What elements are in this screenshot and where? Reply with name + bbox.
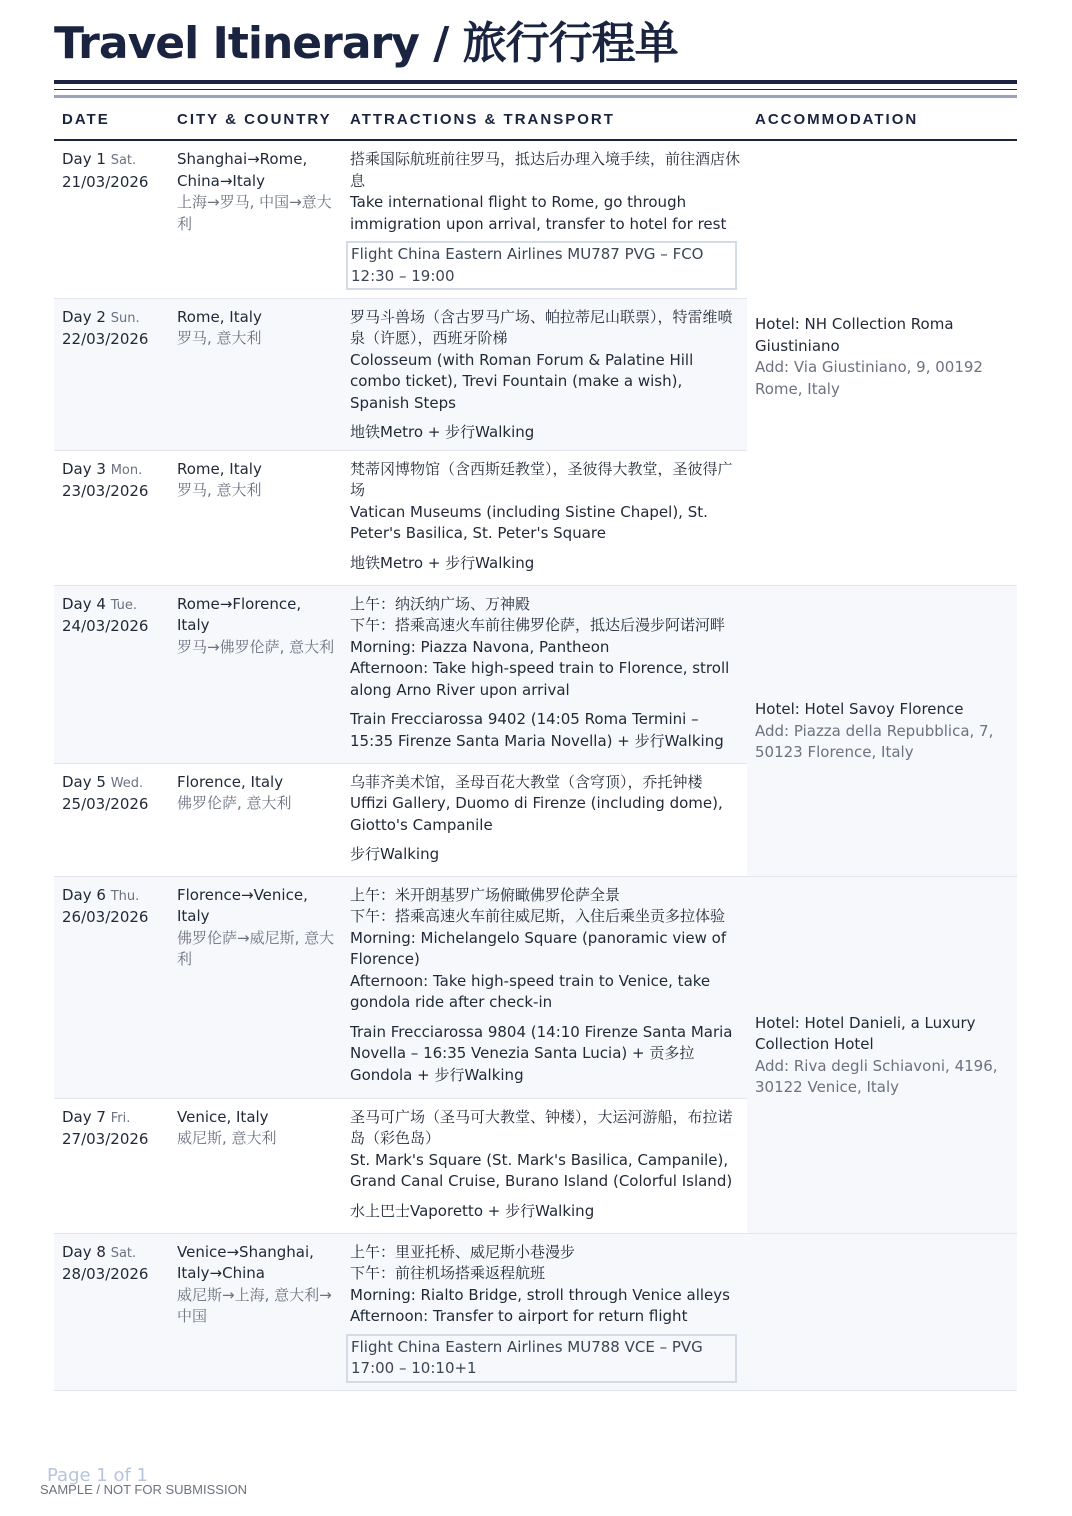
accommodation-cell xyxy=(747,585,1017,876)
attractions-en-morning: Morning: Michelangelo Square (panoramic view of Florence) xyxy=(350,928,727,968)
city-cell xyxy=(169,298,342,450)
city-cell xyxy=(169,1233,342,1390)
attractions-cell xyxy=(342,1233,747,1390)
accommodation-empty-cell xyxy=(747,1233,1017,1390)
city-zh: 上海→罗马, 中国→意大利 xyxy=(177,193,332,233)
city-zh: 佛罗伦萨, 意大利 xyxy=(177,794,292,812)
city-cell xyxy=(169,1098,342,1233)
attractions-en: St. Mark's Square (St. Mark's Basilica, Campanile), Grand Canal Cruise, Burano Island (Colorful Island) xyxy=(350,1150,733,1190)
attractions-en: Uffizi Gallery, Duomo di Firenze (including dome), Giotto's Campanile xyxy=(350,794,723,834)
train-info: Train Frecciarossa 9804 (14:10 Firenze Santa Maria Novella – 16:35 Venezia Santa Lucia) + 贡多拉Gondola + 步行Walking xyxy=(350,1022,733,1084)
weekday-label: Fri. xyxy=(110,1110,131,1126)
city-en: Venice, Italy xyxy=(177,1107,269,1126)
attractions-cell xyxy=(342,1098,747,1233)
table-row xyxy=(54,585,1017,763)
city-en: Venice→Shanghai, Italy→China xyxy=(177,1242,314,1282)
attractions-zh-afternoon: 下午：前往机场搭乘返程航班 xyxy=(350,1264,546,1282)
table-row xyxy=(54,876,1017,1098)
page-number: Page 1 of 1 xyxy=(47,1465,148,1486)
title-rule-top xyxy=(54,80,1017,84)
date-cell xyxy=(54,585,169,763)
day-label: Day 6 xyxy=(62,885,106,904)
date-cell xyxy=(54,298,169,450)
hotel-name: Hotel: NH Collection Roma Giustiniano xyxy=(755,315,954,355)
accommodation-cell xyxy=(747,876,1017,1233)
attractions-zh-morning: 上午：里亚托桥、威尼斯小巷漫步 xyxy=(350,1242,576,1261)
day-label: Day 2 xyxy=(62,307,106,326)
date-cell xyxy=(54,450,169,585)
city-en: Rome, Italy xyxy=(177,459,262,478)
weekday-label: Thu. xyxy=(110,888,140,904)
attractions-zh-afternoon: 下午：搭乘高速火车前往佛罗伦萨，抵达后漫步阿诺河畔 xyxy=(350,616,726,634)
date-value: 22/03/2026 xyxy=(62,330,149,348)
city-zh: 威尼斯, 意大利 xyxy=(177,1129,277,1147)
date-value: 25/03/2026 xyxy=(62,795,149,813)
attractions-zh: 罗马斗兽场（含古罗马广场、帕拉蒂尼山联票），特雷维喷泉（许愿），西班牙阶梯 xyxy=(350,307,733,347)
sample-notice: SAMPLE / NOT FOR SUBMISSION xyxy=(40,1482,248,1497)
city-zh: 罗马, 意大利 xyxy=(177,481,262,499)
city-cell xyxy=(169,585,342,763)
date-cell xyxy=(54,1098,169,1233)
date-value: 28/03/2026 xyxy=(62,1265,149,1283)
hotel-address: Add: Via Giustiniano, 9, 00192 Rome, Italy xyxy=(755,358,983,398)
weekday-label: Mon. xyxy=(110,462,143,478)
day-label: Day 5 xyxy=(62,772,106,791)
attractions-en-afternoon: Afternoon: Transfer to airport for return flight xyxy=(350,1307,688,1325)
date-value: 26/03/2026 xyxy=(62,908,149,926)
transport-info: 步行Walking xyxy=(350,845,440,863)
date-cell xyxy=(54,140,169,298)
attractions-zh-morning: 上午：米开朗基罗广场俯瞰佛罗伦萨全景 xyxy=(350,885,621,904)
city-zh: 罗马→佛罗伦萨, 意大利 xyxy=(177,637,335,656)
attractions-zh: 梵蒂冈博物馆（含西斯廷教堂），圣彼得大教堂，圣彼得广场 xyxy=(350,459,733,499)
day-label: Day 3 xyxy=(62,459,106,478)
city-en: Florence→Venice, Italy xyxy=(177,885,308,925)
date-value: 24/03/2026 xyxy=(62,617,149,635)
city-en: Florence, Italy xyxy=(177,772,284,791)
accommodation-cell xyxy=(747,298,1017,585)
day-label: Day 8 xyxy=(62,1242,106,1261)
attractions-en-morning: Morning: Rialto Bridge, stroll through Venice alleys xyxy=(350,1285,730,1304)
city-cell xyxy=(169,140,342,298)
weekday-label: Wed. xyxy=(110,775,144,791)
hotel-address: Add: Piazza della Repubblica, 7, 50123 Florence, Italy xyxy=(755,721,994,762)
date-value: 21/03/2026 xyxy=(62,172,149,191)
city-cell xyxy=(169,763,342,876)
date-value: 23/03/2026 xyxy=(62,482,149,500)
title-rule-bottom xyxy=(54,95,1017,98)
attractions-cell xyxy=(342,876,747,1098)
attractions-cell xyxy=(342,298,747,450)
attractions-en-afternoon: Afternoon: Take high-speed train to Venice, take gondola ride after check-in xyxy=(350,971,711,1011)
attractions-en: Vatican Museums (including Sistine Chapel), St. Peter's Basilica, St. Peter's Square xyxy=(350,502,708,542)
title-rule-mid xyxy=(54,89,1017,90)
table-row xyxy=(54,298,1017,450)
weekday-label: Tue. xyxy=(110,597,138,613)
weekday-label: Sat. xyxy=(110,153,137,168)
flight-info: Flight China Eastern Airlines MU788 VCE – PVG 17:00 – 10:10+1 xyxy=(346,1334,737,1383)
attractions-zh-morning: 上午：纳沃纳广场、万神殿 xyxy=(350,594,531,613)
hotel-address: Add: Riva degli Schiavoni, 4196, 30122 Venice, Italy xyxy=(755,1056,998,1096)
column-header-accommodation: ACCOMMODATION xyxy=(747,99,1017,140)
day-label: Day 1 xyxy=(62,150,106,168)
attractions-en: Take international flight to Rome, go through immigration upon arrival, transfer to hotel for rest xyxy=(350,193,727,233)
attractions-cell xyxy=(342,450,747,585)
transport-info: 地铁Metro + 步行Walking xyxy=(350,423,535,441)
city-en: Rome, Italy xyxy=(177,307,262,326)
page-title: Travel Itinerary / 旅行行程单 xyxy=(54,18,678,69)
city-en: Shanghai→Rome, China→Italy xyxy=(177,150,308,190)
city-cell xyxy=(169,876,342,1098)
date-cell xyxy=(54,876,169,1098)
attractions-cell xyxy=(342,585,747,763)
transport-info: 水上巴士Vaporetto + 步行Walking xyxy=(350,1201,595,1220)
table-row xyxy=(54,140,1017,298)
weekday-label: Sun. xyxy=(110,310,140,326)
attractions-zh: 乌菲齐美术馆，圣母百花大教堂（含穹顶），乔托钟楼 xyxy=(350,772,703,791)
city-zh: 罗马, 意大利 xyxy=(177,329,262,347)
attractions-zh: 圣马可广场（圣马可大教堂、钟楼），大运河游船，布拉诺岛（彩色岛） xyxy=(350,1107,733,1147)
attractions-zh: 搭乘国际航班前往罗马，抵达后办理入境手续，前往酒店休息 xyxy=(350,150,741,190)
train-info: Train Frecciarossa 9402 (14:05 Roma Termini – 15:35 Firenze Santa Maria Novella) + 步行Walking xyxy=(350,710,724,750)
day-label: Day 4 xyxy=(62,594,106,613)
attractions-en-afternoon: Afternoon: Take high-speed train to Florence, stroll along Arno River upon arrival xyxy=(350,659,730,699)
weekday-label: Sat. xyxy=(110,1245,137,1261)
column-header-attractions: ATTRACTIONS & TRANSPORT xyxy=(342,99,747,140)
attractions-zh-afternoon: 下午：搭乘高速火车前往威尼斯，入住后乘坐贡多拉体验 xyxy=(350,907,726,925)
hotel-name: Hotel: Hotel Savoy Florence xyxy=(755,700,964,719)
day-label: Day 7 xyxy=(62,1107,106,1126)
city-zh: 佛罗伦萨→威尼斯, 意大利 xyxy=(177,928,335,968)
attractions-cell xyxy=(342,140,747,298)
hotel-name: Hotel: Hotel Danieli, a Luxury Collection Hotel xyxy=(755,1013,976,1053)
transport-info: 地铁Metro + 步行Walking xyxy=(350,553,535,572)
city-cell xyxy=(169,450,342,585)
table-row xyxy=(54,1233,1017,1390)
attractions-en-morning: Morning: Piazza Navona, Pantheon xyxy=(350,637,610,656)
city-zh: 威尼斯→上海, 意大利→中国 xyxy=(177,1285,332,1325)
flight-info: Flight China Eastern Airlines MU787 PVG – FCO 12:30 – 19:00 xyxy=(346,241,737,290)
date-value: 27/03/2026 xyxy=(62,1130,149,1148)
city-en: Rome→Florence, Italy xyxy=(177,594,302,634)
itinerary-table xyxy=(54,99,1017,1391)
attractions-cell xyxy=(342,763,747,876)
table-header-row xyxy=(54,99,1017,140)
attractions-en: Colosseum (with Roman Forum & Palatine Hill combo ticket), Trevi Fountain (make a wish), Spanish Steps xyxy=(350,350,694,412)
accommodation-empty-cell xyxy=(747,140,1017,298)
column-header-city: CITY & COUNTRY xyxy=(169,99,342,140)
column-header-date: DATE xyxy=(54,99,169,140)
date-cell xyxy=(54,763,169,876)
date-cell xyxy=(54,1233,169,1390)
